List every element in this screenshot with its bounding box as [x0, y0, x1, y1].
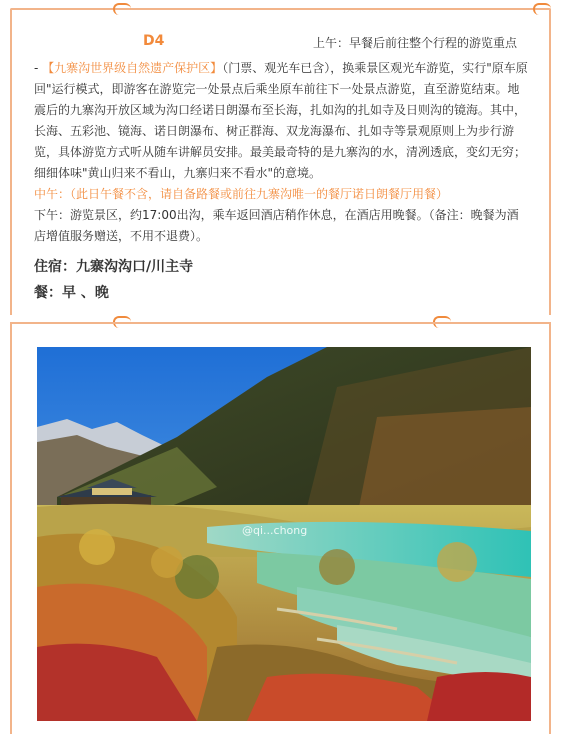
accommodation: 住宿：九寨沟沟口/川主寺 — [34, 259, 194, 275]
scroll-ornament — [113, 3, 131, 15]
afternoon-text: 下午：游览景区，约17:00出沟，乘车返回酒店稍作休息，在酒店用晚餐。（备注：晚餐为酒店增值服务赠送，不用不退费）。 — [34, 208, 519, 243]
paragraph-body: （门票、观光车已含），换乘景区观光车游览，实行"原车原回"运行模式，即游客在游览完一处景点后乘坐原车前往下一处景点游览，直至游览结束。地震后的九寨沟开放区域为沟口经诺日朗瀑布至长海，扎如沟的扎如寺及日则沟的镜海。其中，长海、五彩池、镜海、诺日朗瀑布、树正群海、双龙海瀑布、扎如寺等景观原则上为步行游览，具体游览方式听从随车讲解员安排。最美最奇特的是九寨沟的水，清冽透底，变幻无穷；细细体味"黄山归来不看山，九寨归来不看水"的意境。 — [34, 61, 528, 180]
main-paragraph — [34, 58, 530, 184]
jiuzhaigou-photo — [37, 347, 531, 721]
dash: - — [34, 61, 39, 75]
noon-text: 中午：（此日午餐不含，请自备路餐或前往九寨沟唯一的餐厅诺日朗餐厅用餐） — [34, 187, 449, 201]
watermark: @qi...chong — [242, 524, 308, 537]
scroll-ornament — [533, 3, 551, 15]
meals: 餐：早 、晚 — [34, 285, 109, 301]
day-label: D4 — [143, 33, 165, 49]
park-name: 【九寨沟世界级自然遗产保护区】 — [42, 61, 223, 75]
morning-text: 上午：早餐后前往整个行程的游览重点 — [313, 36, 518, 50]
itinerary-content — [34, 58, 530, 247]
